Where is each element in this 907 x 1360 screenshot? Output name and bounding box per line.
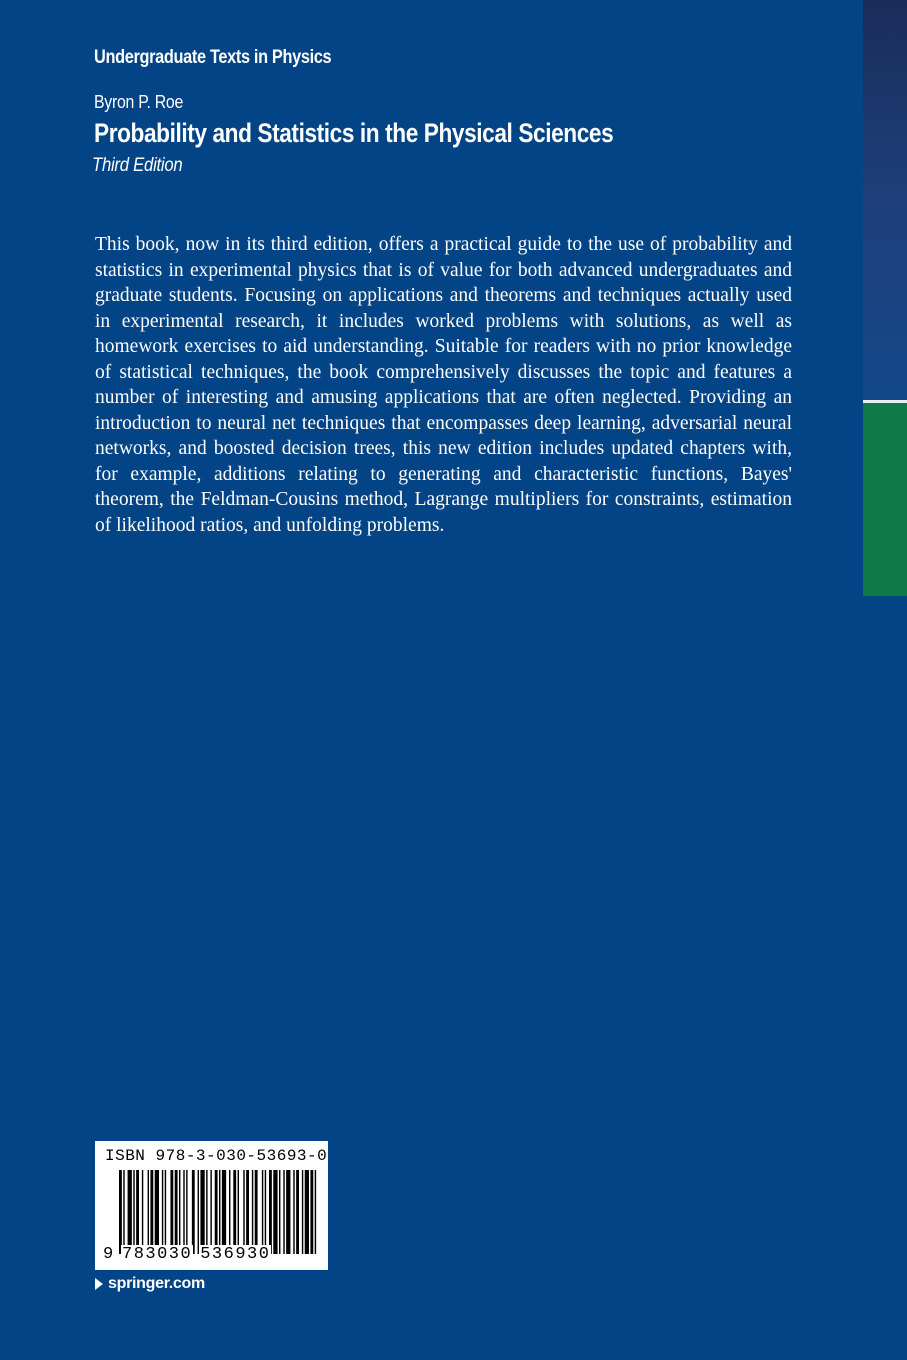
edition-label: Third Edition (92, 155, 183, 176)
isbn-label: ISBN 978-3-030-53693-0 (105, 1147, 328, 1165)
publisher-link[interactable] (95, 1275, 205, 1293)
spine-strip-green (863, 403, 907, 596)
series-title: Undergraduate Texts in Physics (94, 47, 332, 68)
arrow-right-icon (95, 1278, 103, 1290)
barcode-digit-first: 9 (103, 1245, 114, 1264)
book-title: Probability and Statistics in the Physical Sciences (94, 118, 614, 148)
book-description: This book, now in its third edition, offers a practical guide to the use of probability and statistics in experimental physics that is of value for both advanced undergraduates and graduate students. Focusing on applications and theorems and techniques actually used in experimental research, it includes worked problems with solutions, as well as homework exercises to aid understanding. Suitable for readers with no prior knowledge of statistical techniques, the book comprehensively discusses the topic and features a number of interesting and amusing applications that are often neglected. Providing an introduction to neural net techniques that encompasses deep learning, adversarial neural networks, and boosted decision trees, this new edition includes updated chapters with, for example, additions relating to generating and characteristic functions, Bayes' theorem, the Feldman-Cousins method, Lagrange multipliers for constraints, estimation of likelihood ratios, and unfolding problems. (95, 234, 792, 536)
barcode-bars (119, 1170, 319, 1254)
barcode-digit-group-left: 783030 (122, 1245, 193, 1264)
barcode-digit-group-right: 536930 (200, 1245, 271, 1264)
publisher-url: springer.com (108, 1275, 205, 1292)
author-name: Byron P. Roe (94, 92, 184, 112)
isbn-barcode (95, 1141, 328, 1270)
spine-strip-dark (863, 0, 907, 400)
barcode-digits (103, 1245, 319, 1264)
